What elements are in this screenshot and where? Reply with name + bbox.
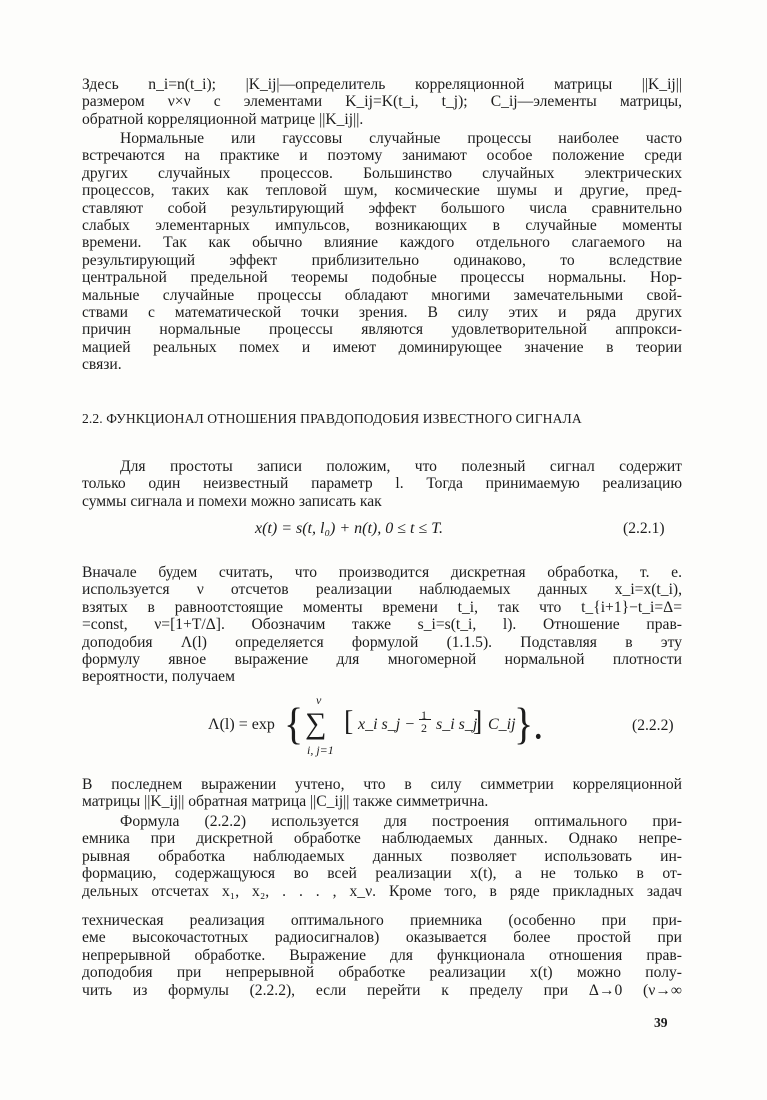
sum-lower-limit: i, j=1 <box>307 743 334 757</box>
text-line: размером ν×ν с элементами K_ij=K(t_i, t_j); C_ij—элементы матрицы, <box>82 93 682 111</box>
text-line: Здесь n_i=n(t_i); |K_ij|—определитель корреляционной матрицы ||K_ij|| <box>82 76 682 93</box>
text-line: Для простоты записи положим, что полезный сигнал содержит <box>120 458 682 475</box>
text-line: вероятности, получаем <box>82 668 235 686</box>
right-bracket: ] <box>473 706 483 737</box>
text-line: рывная обработка наблюдаемых данных позволяет использовать ин- <box>82 847 682 865</box>
paragraph-2 <box>82 130 682 374</box>
text-line: процессов, таких как тепловой шум, космические шумы и другие, пред- <box>82 182 682 200</box>
text-line: результирующий эффект приблизительно одинаково, то вследствие <box>82 251 682 269</box>
equation-lhs: Λ(l) = exp <box>208 716 275 733</box>
text-line: связи. <box>82 356 122 374</box>
text-line: доподобия Λ(l) определяется формулой (1.1.5). Подставляя в эту <box>82 633 682 651</box>
equation-2-2-2 <box>0 693 767 759</box>
fraction-denominator: 2 <box>421 721 427 735</box>
term-xs: x_i s_j − <box>358 716 416 733</box>
left-brace: { <box>284 698 304 749</box>
text-line: используется ν отсчетов реализации наблюдаемых данных x_i=x(t_i), <box>82 581 682 599</box>
term-ss: s_i s_j <box>436 716 478 733</box>
text-line: центральной предельной теоремы подобные процессы нормальны. Нор- <box>82 269 682 287</box>
paragraph-4 <box>82 564 682 686</box>
section-heading: 2.2. ФУНКЦИОНАЛ ОТНОШЕНИЯ ПРАВДОПОДОБИЯ ИЗВЕСТНОГО СИГНАЛА <box>82 411 582 426</box>
text-line: мацией реальных помех и имеют доминирующее значение в теории <box>82 338 682 356</box>
equation-body: x(t) = s(t, l₀) + n(t), 0 ≤ t ≤ T. <box>255 520 443 537</box>
text-line: встречаются на практике и поэтому занимают особое положение среди <box>82 147 682 165</box>
text-line: слабых элементарных импульсов, возникающих в случайные моменты <box>82 217 682 235</box>
text-line: формацию, содержащуюся во всей реализации x(t), а не только в от- <box>82 865 682 883</box>
text-line: непрерывной обработке. Выражение для функционала отношения прав- <box>82 946 682 964</box>
text-line: ствами с математической точки зрения. В силу этих и ряда других <box>82 304 682 322</box>
text-line: обратной корреляционной матрице ||K_ij||. <box>82 110 364 128</box>
text-line: причин нормальные процессы являются удовлетворительной аппрокси- <box>82 321 682 339</box>
sum-upper-limit: ν <box>316 693 322 707</box>
equation-number: (2.2.2) <box>632 717 674 734</box>
text-line: мальные случайные процессы обладают многими замечательными свой- <box>82 286 682 304</box>
text-line: доподобия при непрерывной обработке реализации x(t) можно полу- <box>82 964 682 982</box>
sum-sign: ∑ <box>305 707 327 740</box>
paragraph-6 <box>82 813 682 900</box>
text-line: =const, ν=[1+T/Δ]. Обозначим также s_i=s(t_i, l). Отношение прав- <box>82 616 682 634</box>
text-line: Формула (2.2.2) используется для построения оптимального при- <box>120 813 682 830</box>
coefficient-c: C_ij <box>488 716 516 733</box>
text-line: взятых в равноотстоящие моменты времени t_i, так что t_{i+1}−t_i=Δ= <box>82 598 682 616</box>
paragraph-3 <box>82 458 682 510</box>
page-number: 39 <box>654 1015 668 1030</box>
text-line: еме высокочастотных радиосигналов) оказывается более простой при <box>82 929 682 947</box>
text-line: Вначале будем считать, что производится дискретная обработка, т. е. <box>82 564 682 581</box>
fraction-bar <box>419 719 431 720</box>
text-line: суммы сигнала и помехи можно записать как <box>82 492 382 510</box>
text-line: матрицы ||K_ij|| обратная матрица ||C_ij|| также симметрична. <box>82 793 489 811</box>
text-line: техническая реализация оптимального приемника (особенно при при- <box>82 912 682 929</box>
text-line: Нормальные или гауссовы случайные процессы наиболее часто <box>120 130 682 147</box>
right-brace: }. <box>514 698 544 749</box>
fraction-numerator: 1 <box>421 708 427 722</box>
text-line: времени. Так как обычно влияние каждого отдельного слагаемого на <box>82 234 682 252</box>
text-line: только один неизвестный параметр l. Тогда принимаемую реализацию <box>82 475 682 493</box>
text-line: ставляют собой результирующий эффект большого числа сравнительно <box>82 199 682 217</box>
equation-number: (2.2.1) <box>623 520 665 537</box>
text-line: чить из формулы (2.2.2), если перейти к пределу при Δ→0 (ν→∞ <box>82 981 682 999</box>
paragraph-5 <box>82 776 682 811</box>
text-line: емника при дискретной обработке наблюдаемых данных. Однако непре- <box>82 830 682 848</box>
left-bracket: [ <box>344 706 354 737</box>
text-line: других случайных процессов. Большинство случайных электрических <box>82 164 682 182</box>
text-line: дельных отсчетах x₁, x₂, . . . , x_ν. Кроме того, в ряде прикладных задач <box>82 882 682 900</box>
paragraph-1 <box>82 76 682 128</box>
text-line: формулу явное выражение для многомерной нормальной плотности <box>82 651 682 669</box>
text-line: В последнем выражении учтено, что в силу симметрии корреляционной <box>82 776 682 793</box>
paragraph-7 <box>82 912 682 999</box>
